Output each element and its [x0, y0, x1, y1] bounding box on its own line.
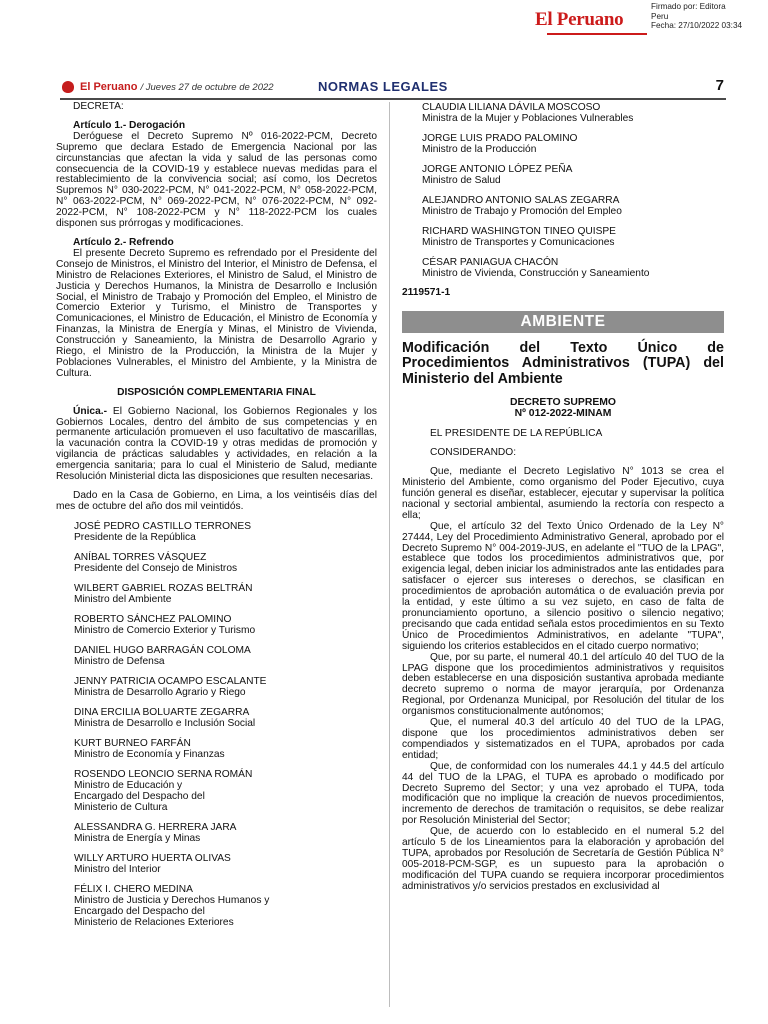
decree-type: DECRETO SUPREMO	[509, 397, 617, 409]
signatory-name: FÉLIX I. CHERO MEDINA	[74, 883, 193, 895]
signatory	[74, 769, 377, 813]
signatory-name: ALEJANDRO ANTONIO SALAS ZEGARRA	[422, 195, 620, 206]
signatory-role: Ministro de Defensa	[74, 655, 165, 667]
publication-code: 2119571-1	[402, 287, 451, 298]
president-line: EL PRESIDENTE DE LA REPÚBLICA	[430, 428, 603, 440]
signatory	[422, 226, 724, 248]
signatory-name: WILLY ARTURO HUERTA OLIVAS	[74, 852, 231, 864]
sole-provision-label: Única.-	[73, 405, 107, 417]
signatory	[422, 133, 724, 155]
article-1-title: Artículo 1.- Derogación	[73, 119, 186, 131]
consideration-paragraph: Que, mediante el Decreto Legislativo N° 1013 se crea el Ministerio del Ambiente, como organismo del Poder Ejecutivo, cuya función general es diseñar, establecer, ejecutar y supervisar la política nacional y sectorial ambiental, asumiendo la rectoría con respecto a ella;	[402, 466, 724, 521]
signatory-name: RICHARD WASHINGTON TINEO QUISPE	[422, 226, 616, 237]
signatory	[74, 614, 377, 636]
page-number: 7	[715, 77, 724, 94]
signatory	[74, 884, 377, 928]
signatory	[422, 164, 724, 186]
signatory	[422, 195, 724, 217]
signatory-name: JORGE LUIS PRADO PALOMINO	[422, 133, 578, 144]
signatory	[74, 676, 377, 698]
consideration-paragraph: Que, el artículo 32 del Texto Único Ordenado de la Ley N° 27444, Ley del Procedimiento Administrativo General, aprobado por el Decreto Supremo N° 004-2019-JUS, en adelante el "TUO de la LPAG", establece que todos los procedimientos administrativos que, por exigencia legal, deben iniciar los administrados ante las entidades para satisfacer o ejercer sus intereses o derechos, se clasifican en procedimientos de aprobación automática o de evaluación previa por la entidad, y este último a su vez sujeto, en caso de falta de pronunciamiento oportuno, a silencio positivo o silencio negativo; precisando que cada entidad señala estos procedimientos en su Texto Único de Procedimientos Administrativos, en adelante "TUPA", siguiendo los criterios establecidos en el citado cuerpo normativo;	[402, 520, 724, 652]
decree-heading	[402, 397, 724, 419]
given-at-text: Dado en la Casa de Gobierno, en Lima, a los veintiséis días del mes de octubre del año dos mil veintidós.	[56, 490, 377, 512]
decreta-label: DECRETA:	[73, 101, 124, 112]
signatory-name: WILBERT GABRIEL ROZAS BELTRÁN	[74, 582, 253, 594]
signatory-name: ROSENDO LEONCIO SERNA ROMÁN	[74, 768, 253, 780]
signatory-role: Ministra de la Mujer y Poblaciones Vulnerables	[422, 113, 634, 124]
signatory-name: JORGE ANTONIO LÓPEZ PEÑA	[422, 164, 573, 175]
signatory-role: Ministro del Ambiente	[74, 593, 172, 605]
header-date: / Jueves 27 de octubre de 2022	[140, 81, 274, 93]
signatory-name: JENNY PATRICIA OCAMPO ESCALANTE	[74, 675, 267, 687]
signatory-role: Ministro de Justicia y Derechos Humanos y	[74, 894, 270, 906]
signatory-role: Ministra de Desarrollo e Inclusión Social	[74, 717, 256, 729]
signatory-name: CÉSAR PANIAGUA CHACÓN	[422, 257, 559, 268]
signatory-role: Presidente del Consejo de Ministros	[74, 562, 238, 574]
signatory-role: Ministro de la Producción	[422, 144, 537, 155]
signatory-role: Ministro de Salud	[422, 175, 501, 186]
signatory-role: Presidente de la República	[74, 531, 196, 543]
digital-signature	[651, 2, 767, 31]
signature-line-2: Peru	[651, 11, 669, 21]
signatory-role: Ministro del Interior	[74, 863, 161, 875]
signature-line-1: Firmado por: Editora	[651, 2, 726, 11]
signatory-role: Ministro de Economía y Finanzas	[74, 748, 225, 760]
signatory-name: DINA ERCILIA BOLUARTE ZEGARRA	[74, 706, 250, 718]
signatory-role: Ministro de Trabajo y Promoción del Empleo	[422, 206, 622, 217]
column-divider	[389, 102, 390, 1007]
signatory-name: CLAUDIA LILIANA DÁVILA MOSCOSO	[422, 102, 601, 113]
sector-banner: AMBIENTE	[402, 311, 724, 333]
signatory-name: ALESSANDRA G. HERRERA JARA	[74, 821, 237, 833]
consideration-paragraph: Que, de acuerdo con lo establecido en el numeral 5.2 del artículo 5 de los Lineamientos para la elaboración y aprobación del TUPA, aprobados por Resolución de Secretaría de Gestión Pública N° 005-2018-PCM-SGP, es un supuesto para la aprobación o modificación del TUPA cuando se requiera incorporar procedimientos administrativos y/o servicios prestados en exclusividad al	[402, 826, 724, 892]
left-signatories	[56, 521, 377, 928]
signatory	[74, 738, 377, 760]
signatory-role: Ministra de Energía y Minas	[74, 832, 201, 844]
sole-provision	[56, 407, 377, 483]
signatory-role: Ministro de Transportes y Comunicaciones	[422, 237, 615, 248]
header-brand: El Peruano	[80, 81, 138, 93]
signatory	[74, 822, 377, 844]
article-2-title: Artículo 2.- Refrendo	[73, 236, 174, 248]
document-title: Modificación del Texto Único de Procedimientos Administrativos (TUPA) del Ministerio del Ambiente	[402, 339, 724, 387]
el-peruano-logo: El Peruano	[535, 9, 623, 31]
signatory-name: ANÍBAL TORRES VÁSQUEZ	[74, 551, 207, 563]
signatory-name: DANIEL HUGO BARRAGÁN COLOMA	[74, 644, 251, 656]
consideration-paragraph: Que, de conformidad con los numerales 44.1 y 44.5 del artículo 44 del TUO de la LPAG, el TUPA es aprobado o modificado por Decreto Supremo del Sector; y una vez aprobado el TUPA, toda modificación que no implique la creación de nuevos procedimientos, incremento de derechos de tramitación o requisitos, se debe realizar por Resolución Ministerial del Sector;	[402, 760, 724, 827]
signatory-name: ROBERTO SÁNCHEZ PALOMINO	[74, 613, 232, 625]
signatory-role: Ministro de Comercio Exterior y Turismo	[74, 624, 256, 636]
signatory-role: Ministerio de Relaciones Exteriores	[74, 916, 234, 928]
consideration-paragraph: Que, el numeral 40.3 del artículo 40 del TUO de la LPAG, dispone que los procedimientos administrativos deben ser compendiados y sistematizados en el TUPA, aprobados por cada entidad;	[402, 717, 724, 761]
consideration-paragraph: Que, por su parte, el numeral 40.1 del artículo 40 del TUO de la LPAG dispone que los procedimientos administrativos y requisitos deben establecerse en una disposición sustantiva aprobada mediante decreto supremo o norma de mayor jerarquía, por Ordenanza Regional, por Ordenanza Municipal, por Resolución del titular de los organismos constitucionalmente autónomos;	[402, 651, 724, 718]
decree-number: Nº 012-2022-MINAM	[514, 408, 612, 420]
right-column	[402, 102, 724, 893]
signatory	[74, 645, 377, 667]
sole-provision-text: El Gobierno Nacional, los Gobiernos Regionales y los Gobiernos Locales, dentro del ámbito de sus competencias y en permanente articulación promueven el uso facultativo de mascarillas, la vacunación contra la COVID-19 y otras medidas de promoción y vigilancia de prácticas saludables y actividades, en relación a la emergencia sanitaria; para lo cual el Ministerio de Salud, mediante Resolución Ministerial dicta las disposiciones que resulten necesarias.	[56, 405, 377, 483]
signatory-role: Ministro de Vivienda, Construcción y Saneamiento	[422, 268, 650, 279]
signatory-role: Ministra de Desarrollo Agrario y Riego	[74, 686, 246, 698]
signatory	[74, 853, 377, 875]
article-1-text: Deróguese el Decreto Supremo Nº 016-2022-PCM, Decreto Supremo que declara Estado de Emergencia Nacional por las circunstancias que afectan la vida y salud de las personas como consecuencia de la COVID-19 y establece nuevas medidas para el restablecimiento de la convivencia social; así como, los Decretos Supremos N° 030-2022-PCM, N° 041-2022-PCM, N° 058-2022-PCM, N° 063-2022-PCM, N° 069-2022-PCM, N° 076-2022-PCM, N° 092-2022-PCM, N° 108-2022-PCM y N° 118-2022-PCM los cuales disponen sus prórrogas y modificaciones.	[56, 130, 377, 230]
signatory-role: Encargado del Despacho del	[74, 905, 205, 917]
considerando-label: CONSIDERANDO:	[430, 447, 517, 459]
page-header	[60, 76, 726, 100]
national-emblem-icon	[60, 80, 76, 94]
considerations	[402, 467, 724, 892]
signatory	[422, 102, 724, 124]
signatory	[74, 521, 377, 543]
signature-band	[0, 0, 768, 70]
article-2-text: El presente Decreto Supremo es refrendado por el Presidente del Consejo de Ministros, el Ministro del Interior, el Ministro de Defensa, el Ministro de Relaciones Exteriores, el Ministro de Salud, el Ministro de Justicia y Derechos Humanos, la Ministra de Desarrollo e Inclusión Social, el Ministro de Trabajo y Promoción del Empleo, el Ministro de Comercio Exterior y Turismo, el Ministro de Transportes y Comunicaciones, el Ministro de Educación, el Ministro de Economía y Finanzas, la Ministra de Energía y Minas, el Ministro de Vivienda, Construcción y Saneamiento, la Ministra de Desarrollo Agrario y Riego, el Ministro de la Producción, la Ministra de la Mujer y Poblaciones Vulnerables, el Ministro del Ambiente, y la Ministra de Cultura.	[56, 247, 377, 379]
signatory-role: Ministerio de Cultura	[74, 801, 168, 813]
signatory-role: Encargado del Despacho del	[74, 790, 205, 802]
signatory-name: JOSÉ PEDRO CASTILLO TERRONES	[74, 520, 252, 532]
signatory-name: KURT BURNEO FARFÁN	[74, 737, 191, 749]
right-signatories	[402, 102, 724, 279]
section-title: NORMAS LEGALES	[318, 79, 448, 94]
left-column	[56, 102, 377, 937]
signatory	[74, 707, 377, 729]
signatory	[74, 552, 377, 574]
signatory	[422, 257, 724, 279]
signatory-role: Ministro de Educación y	[74, 779, 183, 791]
signatory	[74, 583, 377, 605]
logo-underline	[547, 33, 647, 35]
final-provision-heading: DISPOSICIÓN COMPLEMENTARIA FINAL	[117, 386, 316, 398]
signature-line-3: Fecha: 27/10/2022 03:34	[651, 21, 743, 31]
